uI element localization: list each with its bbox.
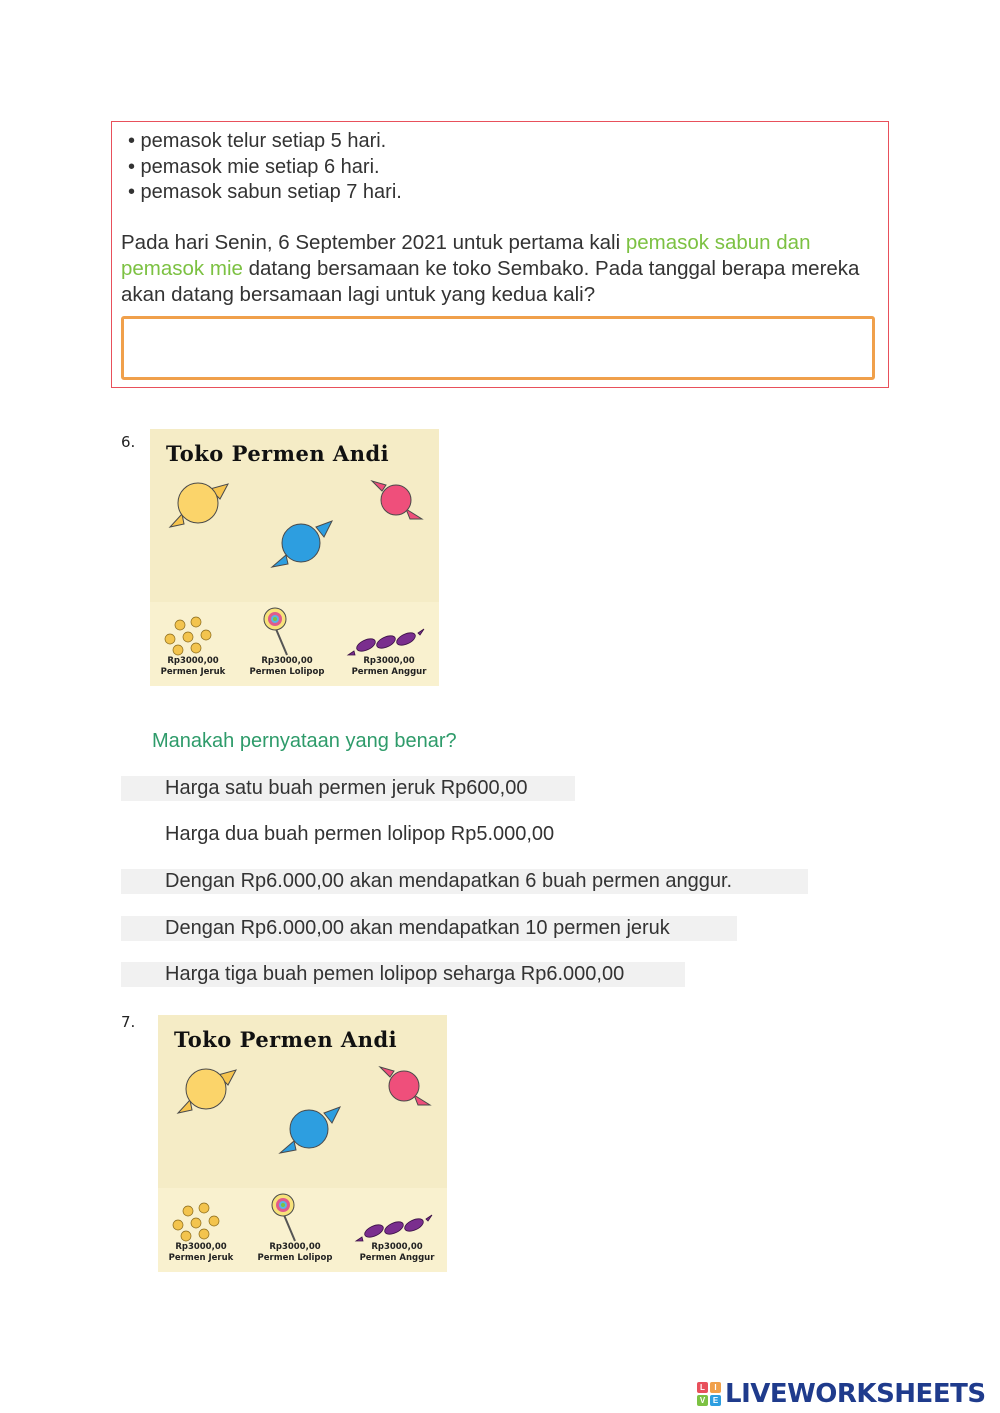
question-7-number: 7.	[121, 1013, 136, 1031]
logo-text: LIVEWORKSHEETS	[725, 1379, 986, 1409]
price-value: Rp3000,00	[363, 656, 415, 666]
question-6-number: 6.	[121, 433, 136, 451]
question-6-prompt: Manakah pernyataan yang benar?	[152, 730, 457, 752]
candy-illustration	[150, 429, 439, 686]
logo-letter: L	[697, 1382, 708, 1393]
price-value: Rp3000,00	[175, 1242, 227, 1252]
product-name: Permen Jeruk	[168, 1253, 234, 1263]
option-c[interactable]	[121, 869, 808, 894]
option-e[interactable]	[121, 962, 685, 987]
option-d[interactable]	[121, 916, 737, 941]
candy-illustration	[158, 1015, 447, 1272]
yellow-candy-icon	[178, 1069, 236, 1113]
pink-candy-icon	[380, 1067, 430, 1105]
price-label-jeruk	[156, 1242, 246, 1264]
logo-letter: I	[710, 1382, 721, 1393]
price-value: Rp3000,00	[371, 1242, 423, 1252]
question-5-highlight: pemasok sabun dan pemasok mie	[121, 231, 811, 280]
candy-shop-image-q7	[158, 1015, 447, 1272]
yellow-candy-icon	[170, 483, 228, 527]
question-5-text-part1: Pada hari Senin, 6 September 2021 untuk pertama kali	[121, 231, 626, 254]
bullet-egg-supplier: • pemasok telur setiap 5 hari.	[128, 130, 387, 152]
blue-candy-icon	[280, 1107, 340, 1153]
blue-candy-icon	[272, 521, 332, 567]
option-e-text: Harga tiga buah pemen lolipop seharga Rp6.000,00	[165, 963, 625, 985]
product-name: Permen Lolipop	[257, 1253, 333, 1263]
price-label-anggur	[352, 1242, 442, 1264]
candy-shop-image-q6	[150, 429, 439, 686]
bullet-noodle-supplier: • pemasok mie setiap 6 hari.	[128, 156, 380, 178]
price-value: Rp3000,00	[269, 1242, 321, 1252]
product-name: Permen Anggur	[351, 667, 427, 677]
bullet-soap-supplier: • pemasok sabun setiap 7 hari.	[128, 181, 402, 203]
price-label-anggur	[344, 656, 434, 678]
price-label-lolipop	[242, 656, 332, 678]
option-b-text: Harga dua buah permen lolipop Rp5.000,00	[165, 823, 555, 845]
question-5-text-part2: datang bersamaan ke toko Sembako. Pada tanggal berapa mereka akan datang bersamaan lagi untuk yang kedua kali?	[121, 257, 860, 306]
product-name: Permen Jeruk	[160, 667, 226, 677]
question-5-text	[121, 230, 861, 308]
option-a-text: Harga satu buah permen jeruk Rp600,00	[165, 777, 528, 799]
logo-letter: E	[710, 1395, 721, 1406]
price-label-lolipop	[250, 1242, 340, 1264]
option-c-text: Dengan Rp6.000,00 akan mendapatkan 6 buah permen anggur.	[165, 870, 733, 892]
price-label-jeruk	[148, 656, 238, 678]
product-name: Permen Anggur	[359, 1253, 435, 1263]
product-name: Permen Lolipop	[249, 667, 325, 677]
option-a[interactable]	[121, 776, 575, 801]
price-value: Rp3000,00	[261, 656, 313, 666]
question-5-box	[111, 121, 889, 388]
card-title: Toko Permen Andi	[174, 1027, 398, 1052]
card-title: Toko Permen Andi	[166, 441, 390, 466]
pink-candy-icon	[372, 481, 422, 519]
option-d-text: Dengan Rp6.000,00 akan mendapatkan 10 permen jeruk	[165, 917, 670, 939]
answer-input-box[interactable]	[121, 316, 875, 380]
logo-letter: V	[697, 1395, 708, 1406]
price-value: Rp3000,00	[167, 656, 219, 666]
option-b[interactable]	[121, 822, 611, 847]
logo-grid-icon	[697, 1382, 721, 1406]
